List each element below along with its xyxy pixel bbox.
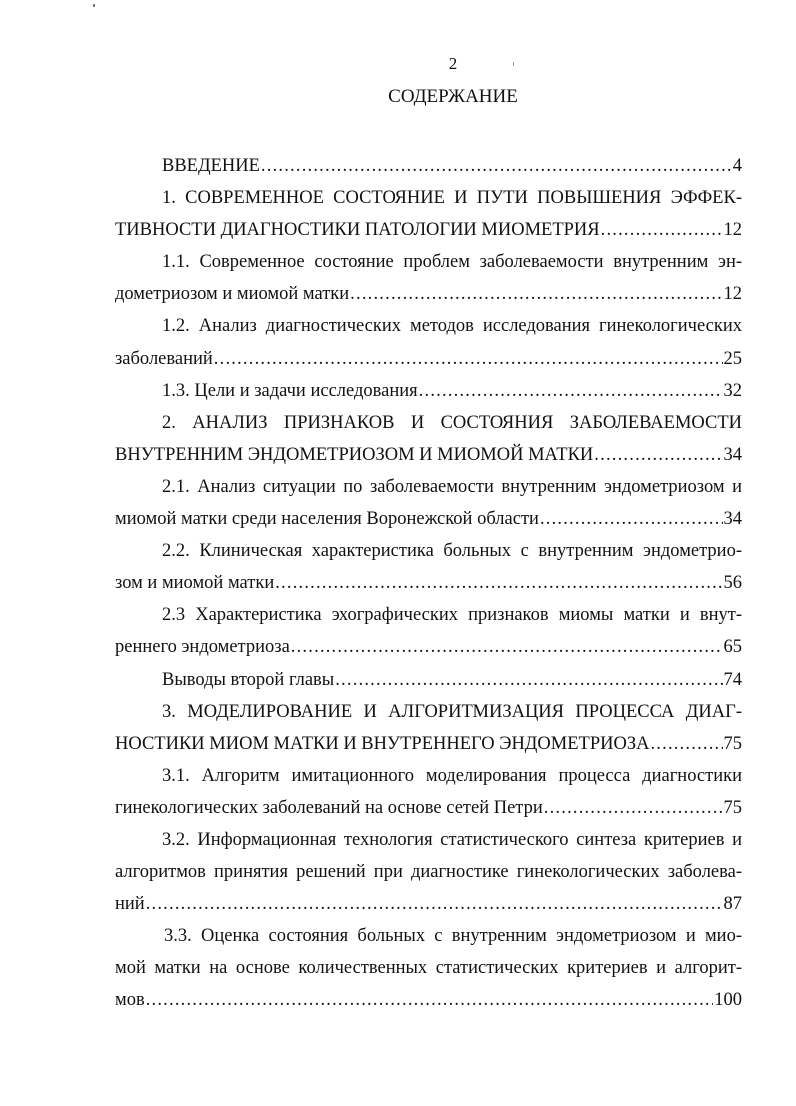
toc-entry-section-1-2[interactable] xyxy=(115,310,742,374)
dot-leader xyxy=(594,439,722,471)
toc-page-number: 56 xyxy=(723,573,742,594)
dot-leader xyxy=(419,375,723,407)
dot-leader xyxy=(650,728,722,760)
toc-entry-title-line1: 1.2. Анализ диагностических методов исследования гинекологических xyxy=(162,316,742,337)
toc-entry-title-line2: мой матки на основе количественных статистических критериев и алгорит- xyxy=(115,958,742,979)
page-title: СОДЕРЖАНИЕ xyxy=(388,86,518,107)
toc-entry-title-line1: 1.1. Современное состояние проблем заболеваемости внутренним эн- xyxy=(162,252,742,273)
toc-entry-section-3-3[interactable] xyxy=(115,920,742,1016)
toc-entry-title-line2: алгоритмов принятия решений при диагностике гинекологических заболева- xyxy=(115,862,742,883)
toc-page-number: 34 xyxy=(723,444,742,465)
dot-leader xyxy=(275,567,722,599)
toc-page-number: 65 xyxy=(723,637,742,658)
dot-leader xyxy=(261,150,732,182)
dot-leader xyxy=(214,343,723,375)
toc-entry-title-line1: 3. МОДЕЛИРОВАНИЕ И АЛГОРИТМИЗАЦИЯ ПРОЦЕССА ДИАГ- xyxy=(162,701,742,722)
toc-entry-section-2-3[interactable] xyxy=(115,599,742,663)
toc-entry-title-line2: ТИВНОСТИ ДИАГНОСТИКИ ПАТОЛОГИИ МИОМЕТРИЯ xyxy=(115,220,600,241)
toc-entry-section-3-1[interactable] xyxy=(115,760,742,824)
toc-entry-title-line1: 3.3. Оценка состояния больных с внутренним эндометриозом и мио- xyxy=(164,926,742,947)
toc-entry-title-line2: гинекологических заболеваний на основе сетей Петри xyxy=(115,797,543,818)
toc-entry-title-line1: 2.2. Клиническая характеристика больных с внутренним эндометрио- xyxy=(162,541,742,562)
toc-entry-title: ВВЕДЕНИЕ xyxy=(162,156,260,176)
toc-page-number: 12 xyxy=(723,220,742,241)
dot-leader xyxy=(146,984,714,1016)
dot-leader xyxy=(540,503,723,535)
toc-entry-title-line1: 3.2. Информационная технология статистического синтеза критериев и xyxy=(162,829,742,850)
toc-entry-title-line1: 2.3 Характеристика эхографических признаков миомы матки и внут- xyxy=(162,605,742,626)
toc-entry-title-line2: реннего эндометриоза xyxy=(115,637,290,658)
toc-page-number: 100 xyxy=(714,990,742,1011)
toc-page-number: 75 xyxy=(723,797,742,818)
toc-page-number: 75 xyxy=(723,733,742,754)
dot-leader xyxy=(544,792,723,824)
toc-entry-intro[interactable] xyxy=(115,150,742,182)
toc-page-number: 12 xyxy=(723,284,742,305)
toc-entry-title-line1: 1. СОВРЕМЕННОЕ СОСТОЯНИЕ И ПУТИ ПОВЫШЕНИЯ ЭФФЕК- xyxy=(162,188,742,209)
toc-entry-title-line2: заболеваний xyxy=(115,348,213,369)
dot-leader xyxy=(291,631,723,663)
toc-entry-title-line2: зом и миомой матки xyxy=(115,573,275,594)
toc-entry-title-line3: мов xyxy=(115,990,145,1011)
toc-entry-section-1-1[interactable] xyxy=(115,246,742,310)
toc-entry-title-line2: ВНУТРЕННИМ ЭНДОМЕТРИОЗОМ И МИОМОЙ МАТКИ xyxy=(115,444,594,465)
toc-entry-title: 1.3. Цели и задачи исследования xyxy=(162,380,418,401)
toc-page-number: 34 xyxy=(723,509,742,530)
toc-entry-title-line2: миомой матки среди населения Воронежской области xyxy=(115,509,539,530)
toc-entry-title: Выводы второй главы xyxy=(162,669,335,690)
toc-entry-section-3-2[interactable] xyxy=(115,824,742,920)
toc-entry-chapter-3[interactable] xyxy=(115,696,742,760)
toc-entry-chapter-1[interactable] xyxy=(115,182,742,246)
table-of-contents xyxy=(115,150,742,1017)
dot-leader xyxy=(146,888,723,920)
toc-page-number: 87 xyxy=(723,894,742,915)
toc-entry-title-line1: 3.1. Алгоритм имитационного моделирования процесса диагностики xyxy=(162,765,742,786)
toc-entry-title-line2: дометриозом и миомой матки xyxy=(115,284,350,305)
toc-page-number: 25 xyxy=(723,348,742,369)
toc-entry-conclusions-chapter-2[interactable] xyxy=(115,664,742,696)
toc-entry-section-1-3[interactable] xyxy=(115,375,742,407)
scan-artifact xyxy=(93,4,95,7)
dot-leader xyxy=(335,664,722,696)
toc-entry-chapter-2[interactable] xyxy=(115,407,742,471)
toc-page-number: 4 xyxy=(732,156,742,176)
toc-entry-title-line1: 2.1. Анализ ситуации по заболеваемости внутренним эндометриозом и xyxy=(162,476,742,497)
toc-entry-title-line3: ний xyxy=(115,894,145,915)
dot-leader xyxy=(601,214,723,246)
toc-page-number: 32 xyxy=(723,380,742,401)
toc-entry-title-line1: 2. АНАЛИЗ ПРИЗНАКОВ И СОСТОЯНИЯ ЗАБОЛЕВАЕМОСТИ xyxy=(162,412,742,433)
dot-leader xyxy=(350,278,722,310)
toc-page-number: 74 xyxy=(723,669,742,690)
toc-entry-title-line2: НОСТИКИ МИОМ МАТКИ И ВНУТРЕННЕГО ЭНДОМЕТРИОЗА xyxy=(115,733,650,754)
toc-entry-section-2-2[interactable] xyxy=(115,535,742,599)
page-number: 2 xyxy=(448,54,458,73)
toc-entry-section-2-1[interactable] xyxy=(115,471,742,535)
